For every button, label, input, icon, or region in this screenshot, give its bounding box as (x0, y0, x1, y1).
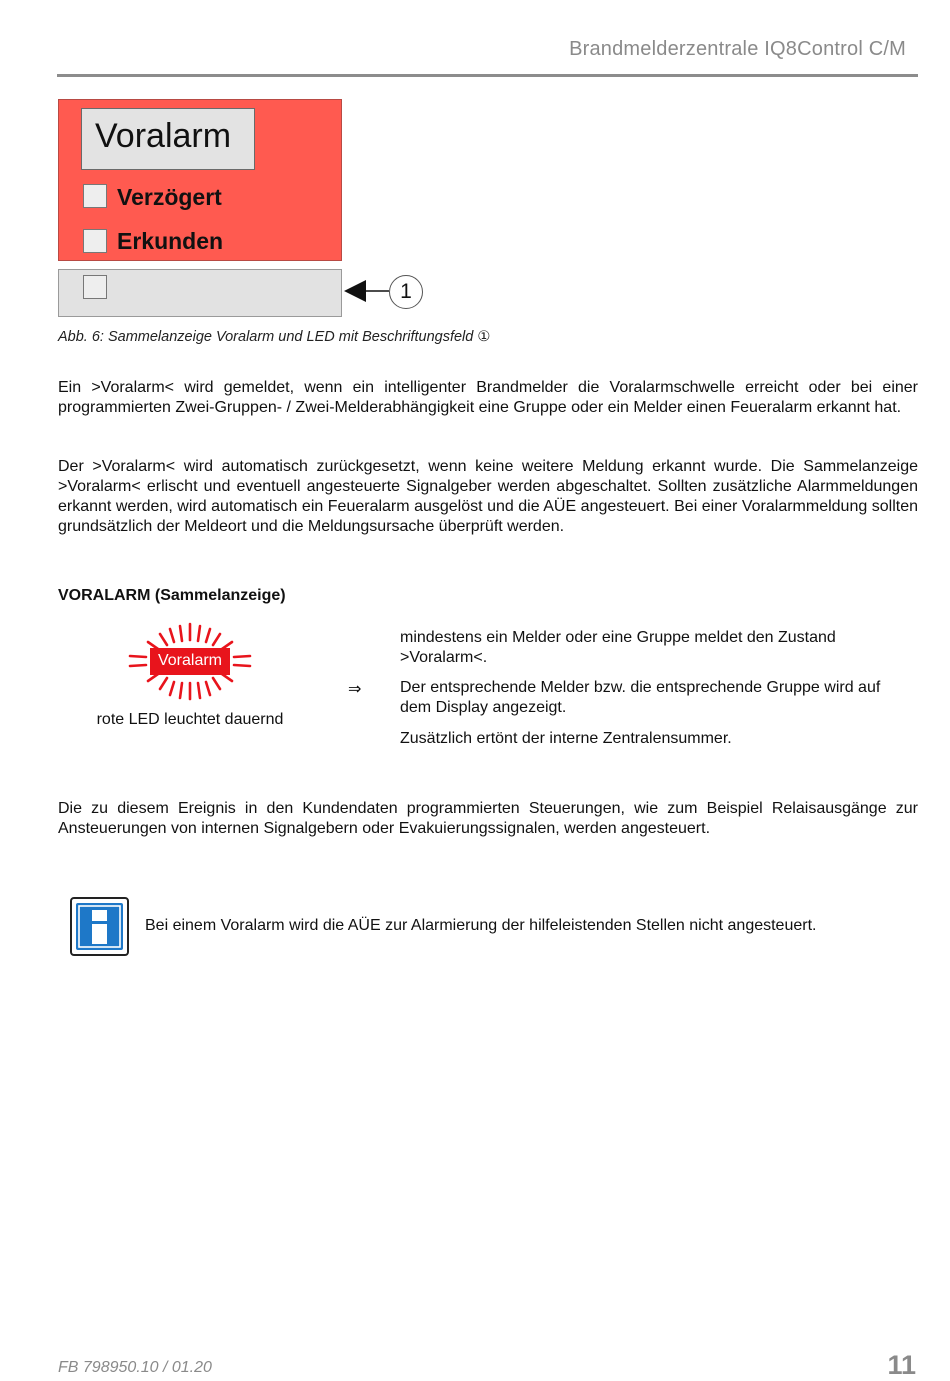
result-3: Zusätzlich ertönt der interne Zentralensummer. (400, 730, 732, 747)
result-1: mindestens ein Melder oder eine Gruppe meldet den Zustand >Voralarm<. (400, 629, 836, 666)
led-square-icon (83, 275, 107, 299)
implies-arrow-icon: ⇒ (348, 681, 362, 698)
callout-number: 1 (389, 275, 423, 309)
item-verzoegert: Verzögert (117, 184, 222, 210)
info-icon (70, 897, 129, 956)
led-label: Voralarm (157, 652, 223, 669)
section-heading: VORALARM (Sammelanzeige) (58, 587, 286, 604)
led-caption: rote LED leuchtet dauernd (96, 711, 284, 728)
page-number: 11 (887, 1350, 916, 1380)
checkbox-icon (83, 184, 107, 208)
header-title: Brandmelderzentrale IQ8Control C/M (569, 38, 906, 60)
callout-arrow-icon (342, 278, 390, 304)
info-note-text: Bei einem Voralarm wird die AÜE zur Alarmierung der hilfeleistenden Stellen nicht angesteuert. (145, 917, 817, 934)
paragraph-1: Ein >Voralarm< wird gemeldet, wenn ein intelligenter Brandmelder die Voralarmschwelle erreicht oder bei einer programmierten Zwei-Gruppen- / Zwei-Melderabhängigkeit eine Gruppe oder ein Melder einen Feueralarm erkannt hat. (58, 379, 918, 416)
header-rule (57, 74, 918, 77)
paragraph-2: Der >Voralarm< wird automatisch zurückgesetzt, wenn keine weitere Meldung erkannt wurde. Die Sammelanzeige >Voralarm< erlischt und eventuell angesteuerte Signalgeber werden abgeschaltet. Sollten zusätzliche Alarmmeldungen erkannt werden, wird automatisch ein Feueralarm ausgelöst und die AÜE angesteuert. Bei einer Voralarmmeldung sollten grundsätzlich der Meldeort und die Meldungsursache überprüft werden. (58, 458, 918, 535)
panel-title: Voralarm (95, 117, 232, 155)
paragraph-3: Die zu diesem Ereignis in den Kundendaten programmierten Steuerungen, wie zum Beispiel Relaisausgänge zur Ansteuerungen von internen Signalgebern oder Evakuierungssignalen, werden angesteuert. (58, 800, 918, 837)
item-erkunden: Erkunden (117, 228, 224, 254)
figure-caption: Abb. 6: Sammelanzeige Voralarm und LED mit Beschriftungsfeld ① (58, 329, 491, 345)
footer-doc-code: FB 798950.10 / 01.20 (58, 1359, 212, 1376)
result-2: Der entsprechende Melder bzw. die entsprechende Gruppe wird auf dem Display angezeigt. (400, 679, 881, 716)
checkbox-icon (83, 229, 107, 253)
